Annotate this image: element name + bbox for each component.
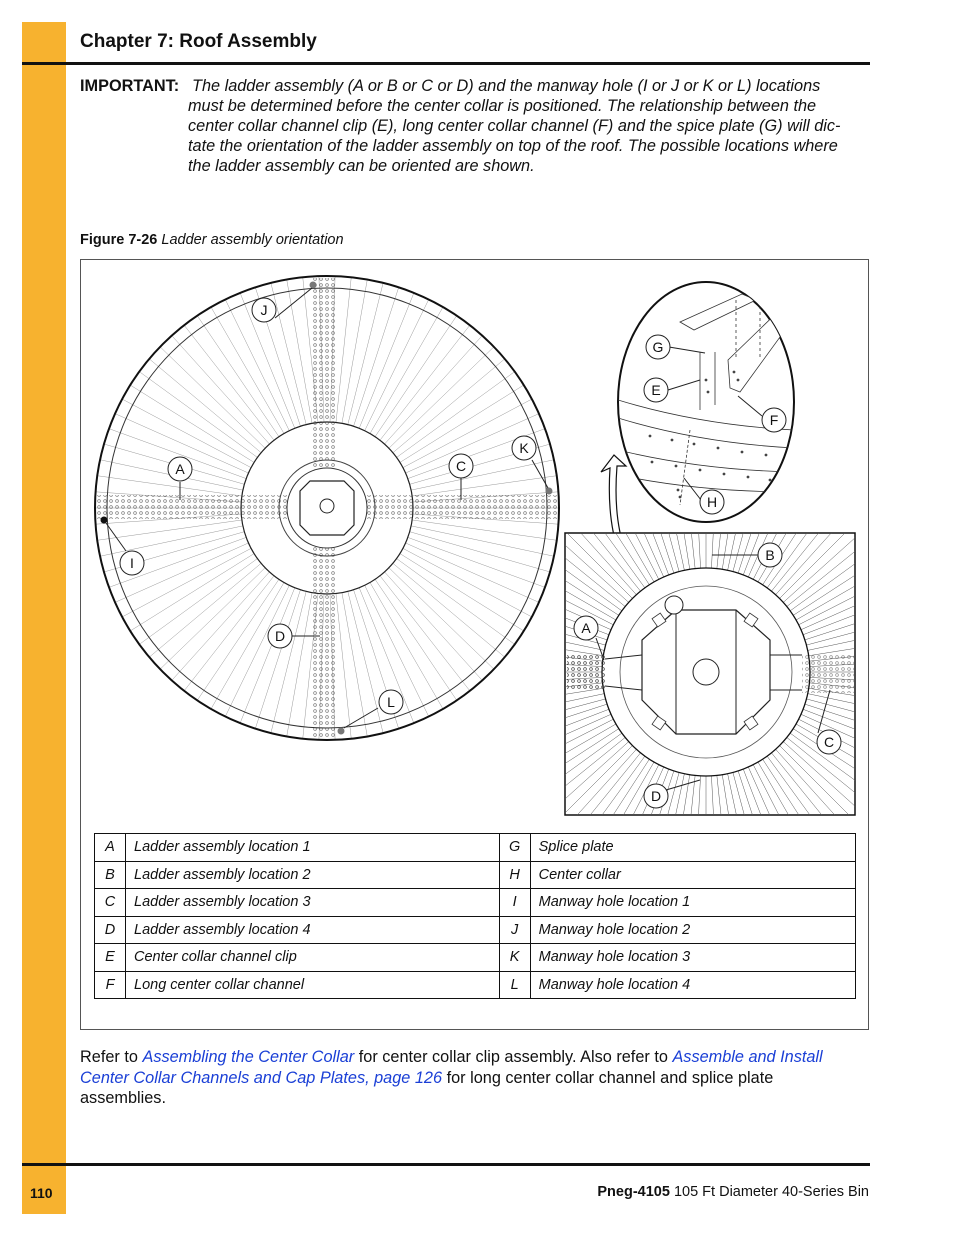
legend-description: Ladder assembly location 3 (126, 889, 500, 917)
legend-key: H (499, 861, 530, 889)
important-line: The ladder assembly (A or B or C or D) and the manway hole (I or J or K or L) locations (192, 77, 821, 95)
legend-description: Center collar (530, 861, 855, 889)
label-j: J (260, 302, 268, 318)
assembling-center-collar-link[interactable]: Assembling the Center Collar (142, 1048, 355, 1066)
label-h: H (706, 494, 718, 510)
important-line: must be determined before the center collar is positioned. The relationship between the (188, 97, 817, 115)
chapter-title: Chapter 7: Roof Assembly (80, 31, 317, 52)
legend-key: D (95, 916, 126, 944)
important-label: IMPORTANT: (80, 77, 180, 95)
legend-row (95, 944, 856, 972)
label-c: C (455, 458, 467, 474)
reference-line (80, 1088, 870, 1109)
legend-key: A (95, 834, 126, 862)
label-b: B (765, 547, 775, 563)
legend-key: J (499, 916, 530, 944)
roof-plan (95, 276, 559, 740)
label-k: K (519, 440, 529, 456)
page-number: 110 (30, 1185, 53, 1201)
label-c-collar: C (823, 734, 835, 750)
legend-row (95, 889, 856, 917)
legend-key: B (95, 861, 126, 889)
label-i: I (130, 555, 134, 571)
doc-id: Pneg-4105 (597, 1184, 670, 1200)
assemble-install-channels-link-cont[interactable]: Center Collar Channels and Cap Plates, page 126 (80, 1068, 443, 1087)
legend-key: I (499, 889, 530, 917)
label-a-collar: A (581, 620, 591, 636)
important-line: center collar channel clip (E), long center collar channel (F) and the spice plate (G) will dic- (188, 117, 841, 135)
legend-description: Ladder assembly location 2 (126, 861, 500, 889)
label-d-collar: D (650, 788, 662, 804)
legend-description: Manway hole location 3 (530, 944, 855, 972)
refer-text: for center collar clip assembly. Also refer to (354, 1048, 673, 1066)
splice-detail-view (618, 282, 796, 522)
footer-rule (22, 1163, 870, 1166)
legend-description: Manway hole location 4 (530, 971, 855, 999)
legend-key: G (499, 834, 530, 862)
legend-key: L (499, 971, 530, 999)
label-a: A (175, 461, 185, 477)
legend-key: C (95, 889, 126, 917)
figure-title: Ladder assembly orientation (161, 232, 344, 248)
legend-description: Ladder assembly location 4 (126, 916, 500, 944)
refer-text: assemblies. (80, 1089, 166, 1107)
legend-description: Ladder assembly location 1 (126, 834, 500, 862)
important-line: the ladder assembly can be oriented are shown. (188, 157, 535, 175)
legend-row (95, 916, 856, 944)
footer-document-title (597, 1184, 869, 1200)
legend-key: E (95, 944, 126, 972)
legend-row (95, 971, 856, 999)
label-e: E (651, 382, 661, 398)
reference-line (80, 1068, 870, 1089)
figure-number: Figure 7-26 (80, 232, 158, 248)
label-l: L (387, 694, 395, 710)
legend-key: K (499, 944, 530, 972)
legend-row (95, 834, 856, 862)
legend-table (94, 833, 856, 999)
assemble-install-channels-link[interactable]: Assemble and Install (672, 1048, 823, 1066)
legend-description: Long center collar channel (126, 971, 500, 999)
legend-key: F (95, 971, 126, 999)
legend-row (95, 861, 856, 889)
legend-description: Center collar channel clip (126, 944, 500, 972)
legend-description: Splice plate (530, 834, 855, 862)
refer-text: for long center collar channel and splice plate (442, 1068, 774, 1087)
label-d: D (274, 628, 286, 644)
reference-paragraph (80, 1047, 870, 1109)
important-line: tate the orientation of the ladder assembly on top of the roof. The possible locations where (188, 137, 838, 155)
doc-title: 105 Ft Diameter 40-Series Bin (669, 1184, 869, 1200)
label-g: G (652, 339, 664, 355)
refer-text: Refer to (80, 1048, 143, 1066)
reference-line (80, 1047, 870, 1068)
label-f: F (769, 412, 779, 428)
legend-description: Manway hole location 1 (530, 889, 855, 917)
legend-description: Manway hole location 2 (530, 916, 855, 944)
